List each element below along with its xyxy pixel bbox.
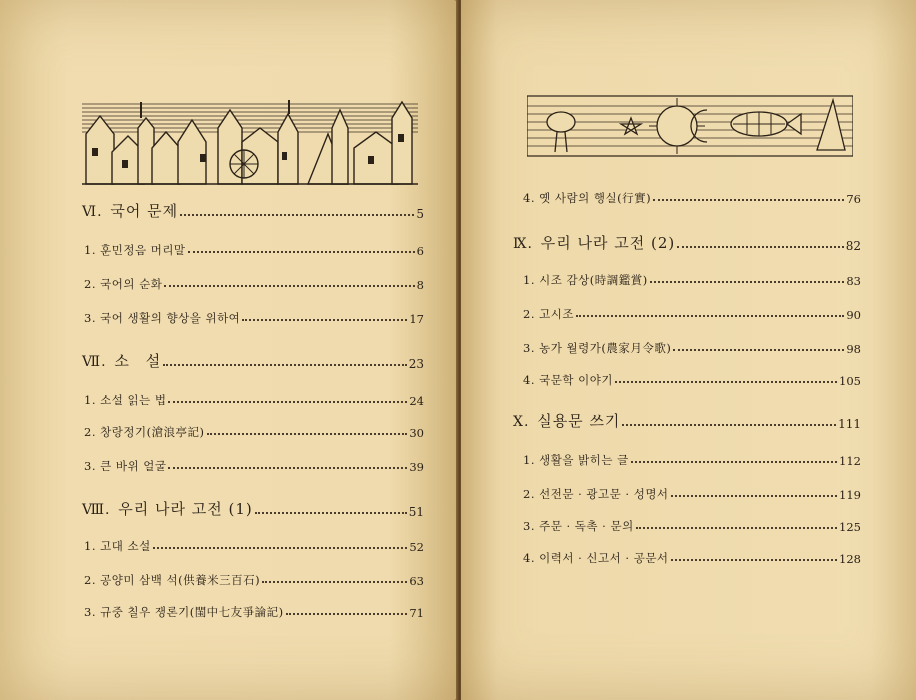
dot-leader: [180, 214, 414, 216]
toc-item-row: [84, 310, 424, 326]
chapter-number: Ⅹ.: [513, 414, 530, 430]
dot-leader: [622, 424, 836, 426]
dot-leader: [188, 251, 415, 253]
dot-leader: [255, 512, 407, 514]
page-number: 71: [409, 606, 424, 620]
page-number: 111: [838, 417, 861, 431]
chapter-title-text: 소 설: [114, 352, 162, 370]
chapter-title: [82, 200, 178, 221]
item-title: 3. 국어 생활의 향상을 위하여: [84, 311, 241, 325]
item-title: 1. 시조 감상(時調鑑賞): [523, 273, 648, 287]
page-number: 76: [846, 192, 861, 206]
dot-leader: [153, 547, 408, 549]
chapter-title: [82, 350, 161, 371]
page-number: 6: [416, 244, 424, 258]
chapter-number: Ⅶ.: [82, 354, 107, 370]
page-number: 39: [409, 460, 424, 474]
page-number: 8: [416, 278, 424, 292]
toc-item-row: [523, 372, 861, 388]
chapter-number: Ⅷ.: [82, 502, 111, 518]
page-number: 30: [409, 426, 424, 440]
dot-leader: [242, 319, 407, 321]
toc-item-row: [523, 486, 861, 502]
item-title: 3. 큰 바위 얼굴: [84, 459, 167, 473]
dot-leader: [168, 401, 407, 403]
chapter-title-text: 국어 문제: [110, 202, 179, 220]
page-number: 63: [409, 574, 424, 588]
dot-leader: [673, 349, 844, 351]
toc-item-row: [84, 604, 424, 620]
toc-chapter-row: [513, 232, 861, 253]
dot-leader: [262, 581, 407, 583]
page-number: 105: [839, 374, 861, 388]
item-title: 1. 훈민정음 머리말: [84, 243, 186, 257]
page-number: 24: [409, 394, 424, 408]
page-number: 5: [416, 207, 424, 221]
item-title: 2. 창랑정기(滄浪亭記): [84, 425, 205, 439]
chapter-title: [513, 232, 675, 253]
item-title: 2. 고시조: [523, 307, 574, 321]
dot-leader: [615, 381, 837, 383]
toc-chapter-row: [82, 350, 424, 371]
dot-leader: [650, 281, 845, 283]
dot-leader: [653, 199, 844, 201]
town-illustration: [82, 98, 418, 186]
page-number: 128: [839, 552, 861, 566]
page-number: 119: [839, 488, 861, 502]
toc-item-row: [84, 276, 424, 292]
item-title: 3. 농가 월령가(農家月令歌): [523, 341, 672, 355]
toc-chapter-row: [82, 498, 424, 519]
dot-leader: [677, 246, 843, 248]
item-title: 2. 국어의 순화: [84, 277, 163, 291]
right-page: [461, 0, 916, 700]
item-title: 4. 옛 사람의 행실(行實): [523, 191, 652, 205]
item-title: 2. 선전문 · 광고문 · 성명서: [523, 487, 669, 501]
toc-item-row: [523, 306, 861, 322]
dot-leader: [286, 613, 408, 615]
dot-leader: [671, 559, 838, 561]
toc-item-row: [523, 340, 861, 356]
toc-item-row: [523, 550, 861, 566]
toc-chapter-row: [82, 200, 424, 221]
item-title: 1. 소설 읽는 법: [84, 393, 167, 407]
chapter-number: Ⅵ.: [82, 204, 103, 220]
toc-item-row: [523, 518, 861, 534]
item-title: 4. 국문학 이야기: [523, 373, 613, 387]
page-number: 112: [839, 454, 861, 468]
toc-item-row: [523, 190, 861, 206]
item-title: 1. 생활을 밝히는 글: [523, 453, 629, 467]
toc-item-row: [84, 538, 424, 554]
dot-leader: [168, 467, 407, 469]
page-number: 52: [409, 540, 424, 554]
dot-leader: [636, 527, 837, 529]
item-title: 2. 공양미 삼백 석(供養米三百石): [84, 573, 261, 587]
toc-item-row: [84, 392, 424, 408]
chapter-title-text: 우리 나라 고전 (2): [540, 234, 676, 252]
page-number: 17: [409, 312, 424, 326]
item-title: 3. 주문 · 독촉 · 문의: [523, 519, 634, 533]
page-number: 51: [408, 505, 424, 519]
toc-chapter-row: [513, 410, 861, 431]
chapter-title: [82, 498, 253, 519]
page-number: 23: [408, 357, 424, 371]
dot-leader: [631, 461, 837, 463]
toc-item-row: [84, 424, 424, 440]
dot-leader: [207, 433, 408, 435]
toc-item-row: [523, 452, 861, 468]
dot-leader: [671, 495, 838, 497]
chapter-number: Ⅸ.: [513, 236, 533, 252]
chapter-title-text: 실용문 쓰기: [537, 412, 621, 430]
page-number: 125: [839, 520, 861, 534]
sea-sun-illustration: [527, 94, 853, 160]
dot-leader: [576, 315, 844, 317]
page-number: 83: [846, 274, 861, 288]
toc-item-row: [84, 458, 424, 474]
page-number: 82: [845, 239, 861, 253]
page-number: 90: [846, 308, 861, 322]
chapter-title: [513, 410, 620, 431]
toc-item-row: [523, 272, 861, 288]
chapter-title-text: 우리 나라 고전 (1): [118, 500, 253, 518]
toc-item-row: [84, 242, 424, 258]
item-title: 3. 규중 칠우 쟁론기(閨中七友爭論記): [84, 605, 284, 619]
item-title: 1. 고대 소설: [84, 539, 151, 553]
dot-leader: [164, 285, 414, 287]
item-title: 4. 이력서 · 신고서 · 공문서: [523, 551, 669, 565]
dot-leader: [163, 364, 406, 366]
toc-item-row: [84, 572, 424, 588]
page-number: 98: [846, 342, 861, 356]
